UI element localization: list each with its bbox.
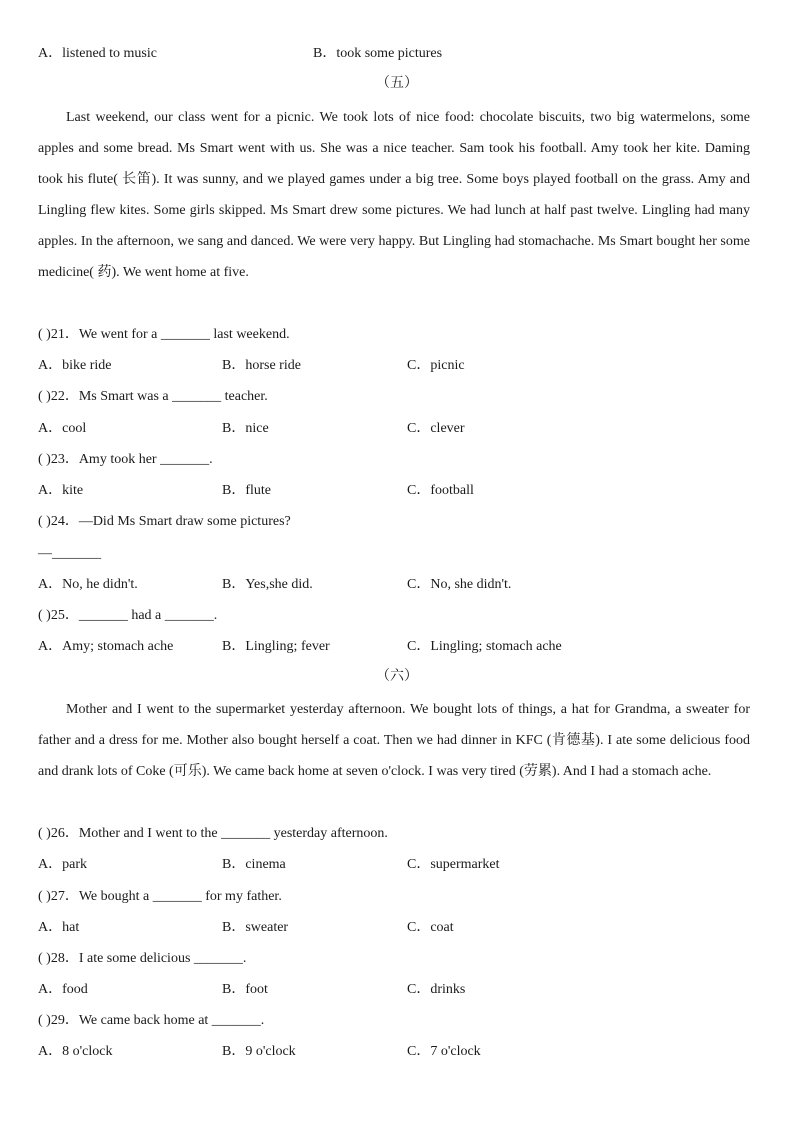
q27-option-c: C．coat (407, 920, 454, 935)
q28-option-c: C．drinks (407, 982, 466, 997)
q25-option-c: C．Lingling; stomach ache (407, 639, 562, 654)
q21-option-c: C．picnic (407, 358, 465, 373)
q28-option-a: A．food (38, 982, 88, 997)
option-b: B．took some pictures (313, 46, 443, 61)
question-29: ( )29．We came back home at _______. (38, 1013, 265, 1028)
q29-option-c: C．7 o'clock (407, 1044, 481, 1059)
q24-answer-line: —_______ (38, 546, 101, 561)
option-a: A．listened to music (38, 46, 157, 61)
q23-option-a: A．kite (38, 483, 84, 498)
passage-6: Mother and I went to the supermarket yesterday afternoon. We bought lots of things, a hat for Grandma, a sweater for father and a dress for me. Mother also bought herself a coat. Then we had dinner in KFC (肯德基). I ate some delicious food and drank lots of Coke (可乐). We came back home at seven o'clock. I was very tired (劳累). And I had a stomach ache. (38, 702, 750, 779)
question-25: ( )25．_______ had a _______. (38, 608, 218, 623)
q22-option-a: A．cool (38, 421, 87, 436)
q23-option-c: C．football (407, 483, 474, 498)
question-24: ( )24．—Did Ms Smart draw some pictures? (38, 514, 291, 529)
q23-option-b: B．flute (222, 483, 271, 498)
q24-option-c: C．No, she didn't. (407, 577, 512, 592)
question-22: ( )22．Ms Smart was a _______ teacher. (38, 389, 268, 404)
question-28: ( )28．I ate some delicious _______. (38, 951, 247, 966)
question-27: ( )27．We bought a _______ for my father. (38, 889, 282, 904)
q22-option-c: C．clever (407, 421, 465, 436)
question-21: ( )21．We went for a _______ last weekend. (38, 327, 290, 342)
q21-option-b: B．horse ride (222, 358, 301, 373)
q24-option-a: A．No, he didn't. (38, 577, 138, 592)
q29-option-b: B．9 o'clock (222, 1044, 296, 1059)
q26-option-a: A．park (38, 857, 87, 872)
q27-option-a: A．hat (38, 920, 80, 935)
q27-option-b: B．sweater (222, 920, 289, 935)
question-23: ( )23．Amy took her _______. (38, 452, 213, 467)
q25-option-b: B．Lingling; fever (222, 639, 330, 654)
q21-option-a: A．bike ride (38, 358, 112, 373)
q28-option-b: B．foot (222, 982, 268, 997)
q24-option-b: B．Yes,she did. (222, 577, 313, 592)
section-heading-6: （六） (376, 669, 418, 684)
q26-option-c: C．supermarket (407, 857, 500, 872)
question-26: ( )26．Mother and I went to the _______ yesterday afternoon. (38, 826, 388, 841)
q25-option-a: A．Amy; stomach ache (38, 639, 174, 654)
section-heading-5: （五） (376, 76, 418, 91)
q26-option-b: B．cinema (222, 857, 286, 872)
q29-option-a: A．8 o'clock (38, 1044, 113, 1059)
q22-option-b: B．nice (222, 421, 269, 436)
passage-5: Last weekend, our class went for a picnic. We took lots of nice food: chocolate biscuits, two big watermelons, some apples and some bread. Ms Smart went with us. She was a nice teacher. Sam took his football. Amy took her kite. Daming took his flute( 长笛). It was sunny, and we played games under a big tree. Some boys played football on the grass. Amy and Lingling flew kites. Some girls skipped. Ms Smart drew some pictures. We had lunch at half past twelve. Lingling had many apples. In the afternoon, we sang and danced. We were very happy. But Lingling had stomachache. Ms Smart bought her some medicine( 药). We went home at five. (38, 110, 750, 280)
